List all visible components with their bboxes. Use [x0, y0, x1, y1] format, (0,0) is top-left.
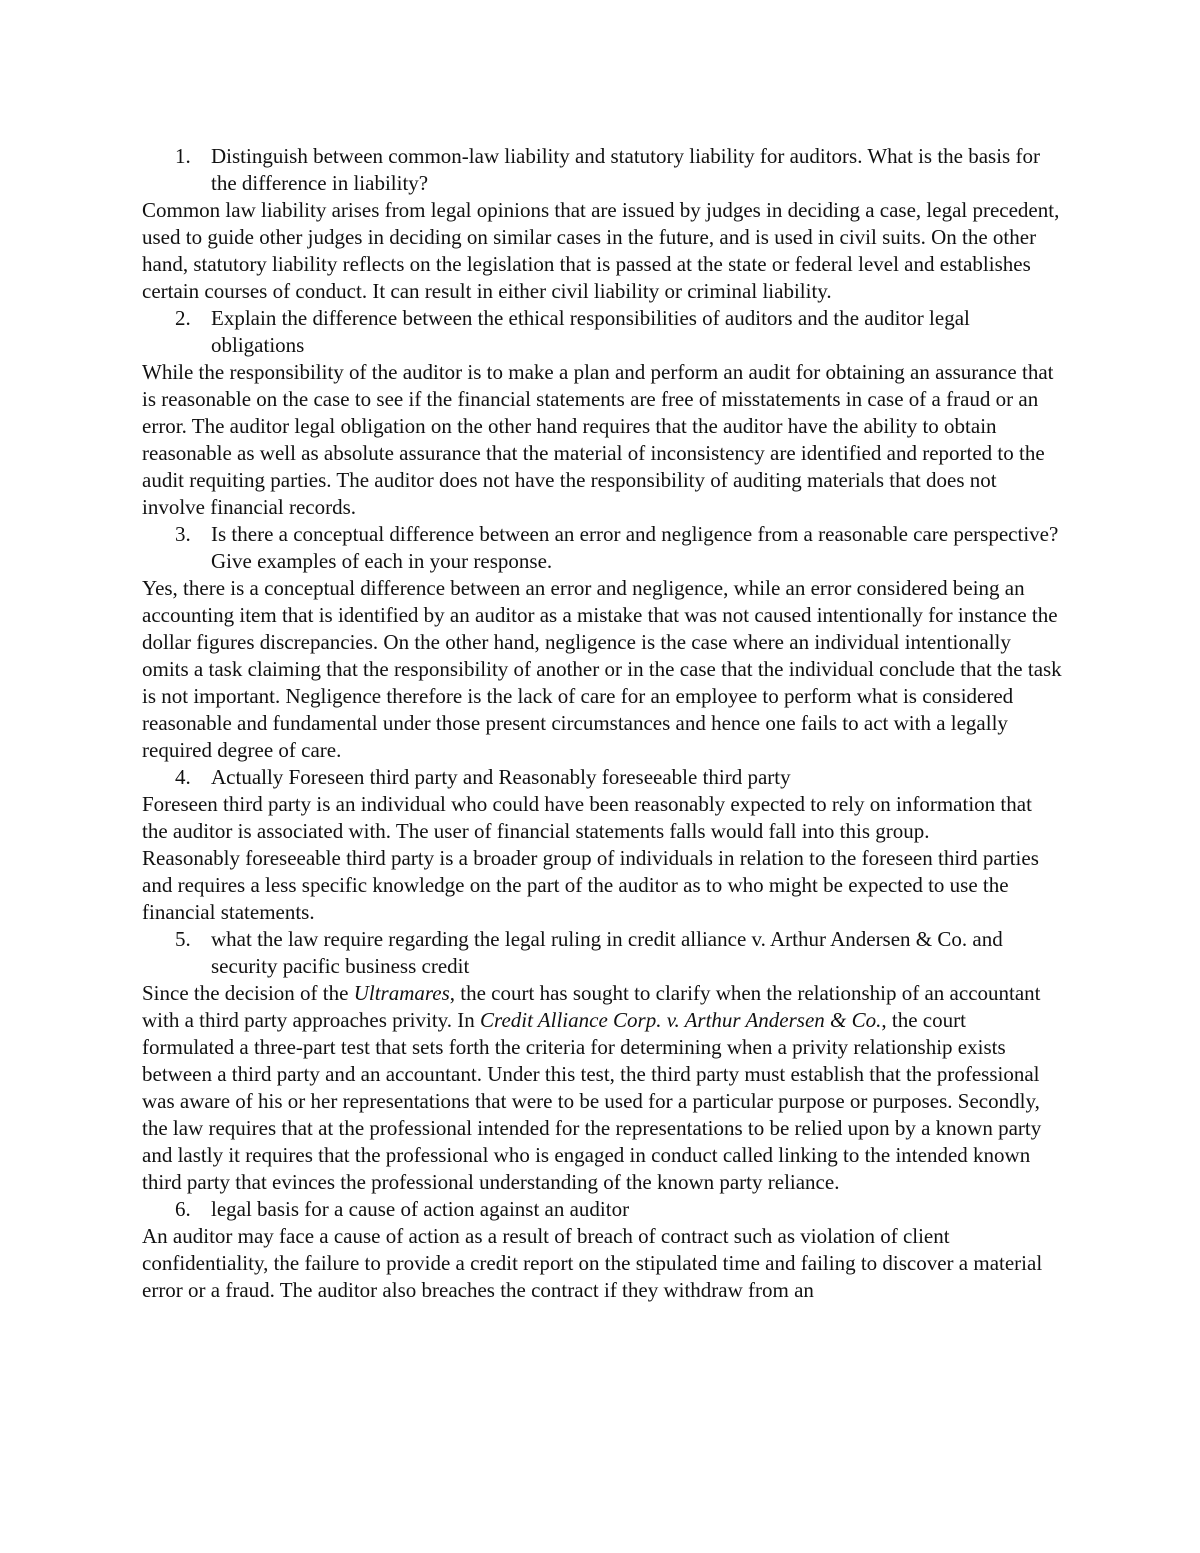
question-1-text: Distinguish between common-law liability and statutory liability for auditors. What is the basis for the difference in liability? [211, 144, 1040, 195]
question-5-number: 5. [175, 927, 191, 951]
question-6-number: 6. [175, 1197, 191, 1221]
answer-5-part-3: , the court formulated a three-part test that sets forth the criteria for determining when a privity relationship exists between a third party and an accountant. Under this test, the third party must establish that the professional was aware of his or her representations that were to be used for a particular purpose or purposes. Secondly, the law requires that at the professional intended for the representations to be relied upon by a known party and lastly it requires that the professional who is engaged in conduct called linking to the intended known third party that evinces the professional understanding of the known party reliance. [142, 1008, 1042, 1194]
question-3-text: Is there a conceptual difference between an error and negligence from a reasonable care perspective? Give examples of each in your response. [211, 522, 1059, 573]
question-1 [142, 143, 1062, 197]
answer-6: An auditor may face a cause of action as a result of breach of contract such as violation of client confidentiality, the failure to provide a credit report on the stipulated time and failing to discover a material error or a fraud. The auditor also breaches the contract if they withdraw from an [142, 1224, 1043, 1302]
answer-3: Yes, there is a conceptual difference between an error and negligence, while an error considered being an accounting item that is identified by an auditor as a mistake that was not caused intentionally for instance the dollar figures discrepancies. On the other hand, negligence is the case where an individual intentionally omits a task claiming that the responsibility of another or in the case that the individual conclude that the task is not important. Negligence therefore is the lack of care for an employee to perform what is considered reasonable and fundamental under those present circumstances and hence one fails to act with a legally required degree of care. [142, 576, 1062, 762]
question-5 [142, 926, 1062, 980]
answer-5 [142, 980, 1062, 1196]
question-2-number: 2. [175, 306, 191, 330]
question-5-text: what the law require regarding the legal ruling in credit alliance v. Arthur Andersen & Co. and security pacific business credit [211, 927, 1003, 978]
question-3 [142, 521, 1062, 575]
document-body [142, 143, 1062, 1304]
question-4-text: Actually Foreseen third party and Reasonably foreseeable third party [211, 765, 791, 789]
case-name-credit-alliance: Credit Alliance Corp. v. Arthur Andersen & Co. [480, 1008, 882, 1032]
answer-4-foreseen: Foreseen third party is an individual who could have been reasonably expected to rely on information that the auditor is associated with. The user of financial statements falls would fall into this group. [142, 792, 1032, 843]
answer-2: While the responsibility of the auditor is to make a plan and perform an audit for obtaining an assurance that is reasonable on the case to see if the financial statements are free of misstatements in case of a fraud or an error. The auditor legal obligation on the other hand requires that the auditor have the ability to obtain reasonable as well as absolute assurance that the material of inconsistency are identified and reported to the audit requiting parties. The auditor does not have the responsibility of auditing materials that does not involve financial records. [142, 360, 1054, 519]
answer-5-part-2: , the court has sought to clarify when the relationship of an accountant with a third party approaches privity. In [142, 981, 1041, 1032]
question-1-number: 1. [175, 144, 191, 168]
answer-4-reasonably-foreseeable: Reasonably foreseeable third party is a broader group of individuals in relation to the foreseen third parties and requires a less specific knowledge on the part of the auditor as to who might be expected to use the financial statements. [142, 846, 1039, 924]
answer-5-part-1: Since the decision of the [142, 981, 354, 1005]
question-3-number: 3. [175, 522, 191, 546]
question-6-text: legal basis for a cause of action against an auditor [211, 1197, 630, 1221]
question-2-text: Explain the difference between the ethical responsibilities of auditors and the auditor legal obligations [211, 306, 970, 357]
question-4 [142, 764, 1062, 791]
case-name-ultramares: Ultramares [353, 981, 450, 1005]
question-4-number: 4. [175, 765, 191, 789]
question-2 [142, 305, 1062, 359]
answer-1: Common law liability arises from legal opinions that are issued by judges in deciding a case, legal precedent, used to guide other judges in deciding on similar cases in the future, and is used in civil suits. On the other hand, statutory liability reflects on the legislation that is passed at the state or federal level and establishes certain courses of conduct. It can result in either civil liability or criminal liability. [142, 198, 1060, 303]
question-6 [142, 1196, 1062, 1223]
